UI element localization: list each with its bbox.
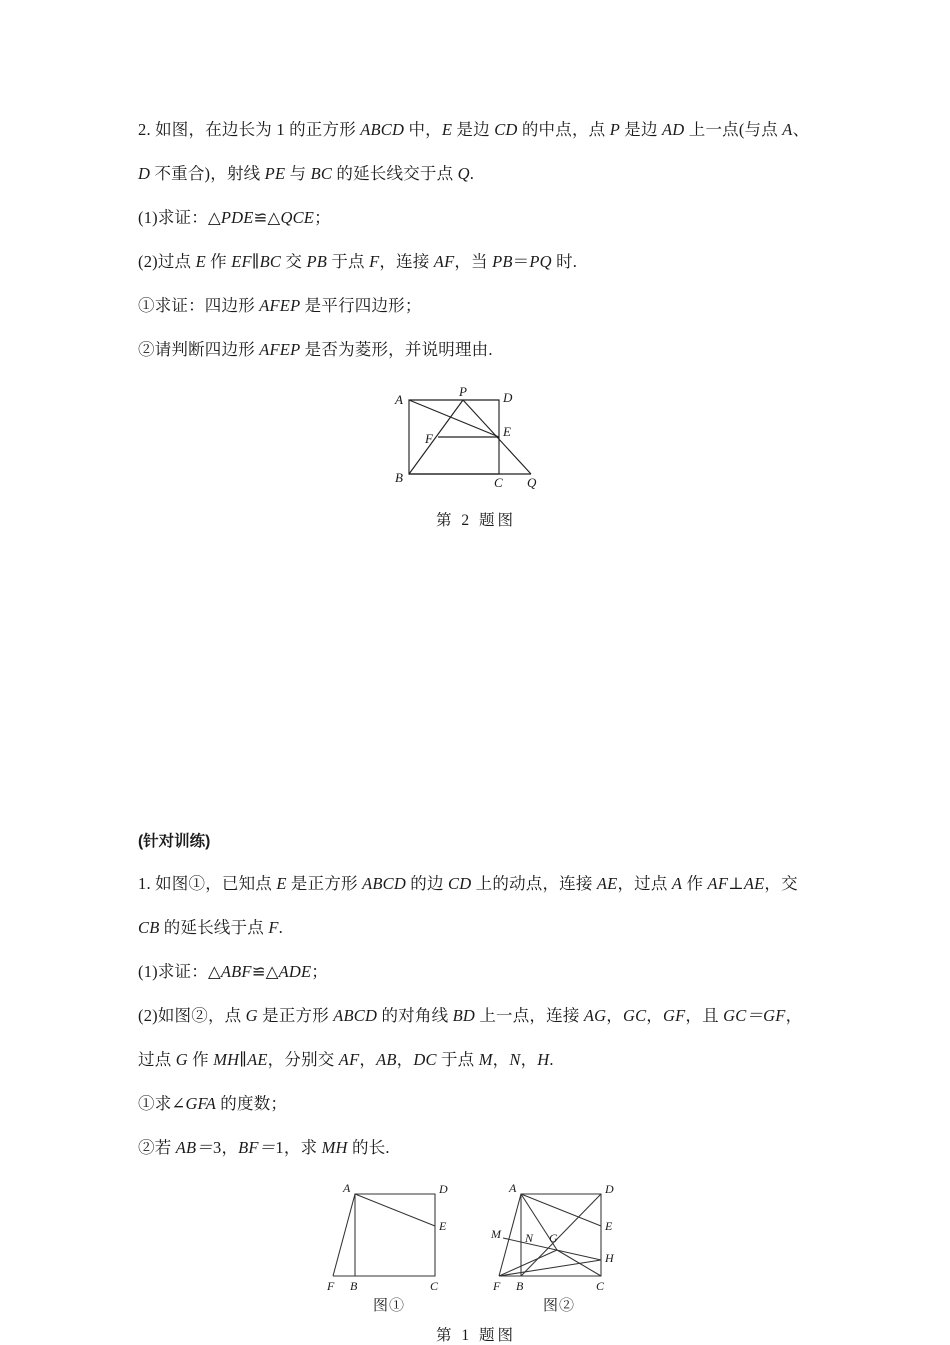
- text-run: (1)求证：△: [138, 208, 221, 227]
- text-run: 是边: [619, 120, 663, 139]
- text-run: 上一点，连接: [475, 1006, 584, 1025]
- figure-2b-label-E: E: [605, 1219, 613, 1233]
- text-run: 上的动点，连接: [471, 874, 597, 893]
- math-run: AE: [743, 874, 765, 893]
- math-run: H: [537, 1050, 550, 1069]
- math-run: P: [609, 120, 620, 139]
- text-run: 不重合)，射线: [150, 164, 265, 183]
- line-gf: [499, 1250, 557, 1276]
- figure-2b-label-H: H: [605, 1251, 614, 1265]
- math-run: BD: [452, 1006, 475, 1025]
- figure-1-diagram: [323, 1180, 455, 1292]
- training-p1-line-2: [138, 906, 814, 950]
- training-figure-caption: 第 1 题图: [435, 1327, 516, 1344]
- problem-2-line-6: [138, 328, 814, 372]
- figure-1-label-D: D: [439, 1182, 448, 1196]
- text-run: ①求∠: [138, 1094, 186, 1113]
- math-run: N: [509, 1050, 521, 1069]
- figure-2b-label-C: C: [596, 1279, 605, 1292]
- math-run: CD: [494, 120, 518, 139]
- math-run: M: [478, 1050, 493, 1069]
- text-run: ≌△: [253, 208, 281, 227]
- math-run: QCE: [280, 208, 315, 227]
- text-run: ；: [314, 208, 331, 227]
- math-run: CB: [138, 918, 160, 937]
- text-run: 交: [281, 252, 307, 271]
- text-run: ，过点: [617, 874, 672, 893]
- text-run: 于点: [436, 1050, 479, 1069]
- training-heading: (针对训练): [138, 833, 211, 850]
- figure-2-caption: 第 2 题图: [435, 512, 516, 529]
- problem-2-block: [138, 108, 814, 530]
- math-run: MH: [321, 1138, 348, 1157]
- math-run: AE: [247, 1050, 268, 1069]
- text-run: 的延长线于点: [159, 918, 269, 937]
- text-run: 的边: [405, 874, 449, 893]
- math-run: ABF: [220, 962, 252, 981]
- text-run: ，连接: [379, 252, 434, 271]
- math-run: ABCD: [333, 1006, 378, 1025]
- training-p1-line-7: [138, 1126, 814, 1170]
- figure-2b-label-M: M: [491, 1227, 501, 1241]
- text-run: ，: [646, 1006, 663, 1025]
- text-run: ∥: [251, 252, 260, 271]
- figure-2-label-E: E: [503, 424, 511, 439]
- text-run: 的延长线交于点: [332, 164, 458, 183]
- text-run: (1)求证：△: [138, 962, 221, 981]
- text-run: ，: [785, 1006, 803, 1025]
- problem-2-line-3: [138, 196, 814, 240]
- figure-2b-label-F: F: [493, 1279, 501, 1292]
- text-run: .: [469, 164, 475, 183]
- text-run: 过点: [138, 1050, 176, 1069]
- math-run: A: [782, 120, 793, 139]
- problem-2-figure: [138, 386, 814, 530]
- text-run: (2)如图②，点: [138, 1006, 246, 1025]
- text-run: 上一点(与点: [684, 120, 783, 139]
- math-run: AD: [662, 120, 685, 139]
- text-run: 的中点，点: [517, 120, 610, 139]
- text-run: 是正方形: [257, 1006, 334, 1025]
- math-run: PQ: [529, 252, 552, 271]
- page-content: [138, 108, 814, 1345]
- figure-1-label-E: E: [439, 1219, 447, 1233]
- math-run: MH: [213, 1050, 240, 1069]
- text-run: 的长.: [347, 1138, 390, 1157]
- text-run: 3，: [213, 1138, 239, 1157]
- figure-2-label-D: D: [503, 390, 513, 405]
- text-run: ，: [396, 1050, 414, 1069]
- text-run: 与: [285, 164, 311, 183]
- text-run: 是平行四边形；: [300, 296, 422, 315]
- figure-2b-label-G: G: [549, 1231, 558, 1245]
- text-run: (2)过点: [138, 252, 196, 271]
- line-fh: [499, 1260, 601, 1276]
- math-run: GC: [622, 1006, 647, 1025]
- math-run: A: [671, 874, 683, 893]
- training-p1-line-3: [138, 950, 814, 994]
- text-run: ，分别交: [267, 1050, 339, 1069]
- square-abcd: [355, 1194, 435, 1276]
- math-run: AFEP: [259, 296, 301, 315]
- figure-2-label-Q: Q: [527, 475, 537, 490]
- problem-2-line-1: [138, 108, 814, 152]
- line-ae: [355, 1194, 435, 1226]
- math-run: PE: [264, 164, 286, 183]
- text-run: 是边: [452, 120, 495, 139]
- math-run: AB: [376, 1050, 397, 1069]
- training-p1-line-5: [138, 1038, 814, 1082]
- math-run: BC: [310, 164, 333, 183]
- text-run: 的对角线: [377, 1006, 453, 1025]
- figure-1-label-A: A: [343, 1181, 351, 1195]
- math-run: PB: [306, 252, 328, 271]
- text-run: ＝: [512, 252, 530, 271]
- math-run: GC＝GF: [723, 1006, 786, 1025]
- text-run: ①求证：四边形: [138, 296, 260, 315]
- line-ae: [521, 1194, 601, 1226]
- math-run: Q: [457, 164, 470, 183]
- math-run: G: [245, 1006, 258, 1025]
- math-run: ADE: [278, 962, 312, 981]
- math-run: AG: [583, 1006, 607, 1025]
- math-run: PB: [492, 252, 513, 271]
- text-run: ；: [311, 962, 328, 981]
- math-run: CD: [448, 874, 472, 893]
- text-run: 于点: [327, 252, 370, 271]
- math-run: E: [276, 874, 287, 893]
- training-figure-1: [323, 1180, 455, 1315]
- math-run: E: [195, 252, 206, 271]
- math-run: GFA: [185, 1094, 216, 1113]
- text-run: 的度数；: [215, 1094, 288, 1113]
- math-run: E: [441, 120, 453, 139]
- math-run: AF: [338, 1050, 360, 1069]
- text-run: .: [549, 1050, 554, 1069]
- figure-1-sub-caption: 图①: [372, 1298, 405, 1314]
- problem-2-line-2: [138, 152, 814, 196]
- math-run: DC: [413, 1050, 437, 1069]
- math-run: AF: [707, 874, 729, 893]
- text-run: 中，: [404, 120, 442, 139]
- math-run: BC: [259, 252, 282, 271]
- problem-2-line-5: [138, 284, 814, 328]
- figure-2b-label-D: D: [605, 1182, 614, 1196]
- figure-2-diagram: [381, 386, 571, 494]
- training-p1-line-4: [138, 994, 814, 1038]
- text-run: ②请判断四边形: [138, 340, 260, 359]
- training-p1-line-6: [138, 1082, 814, 1126]
- figure-2-label-C: C: [494, 475, 503, 490]
- training-block: [138, 822, 814, 1345]
- math-run: AFEP: [259, 340, 301, 359]
- figure-1-label-F: F: [327, 1279, 335, 1292]
- text-run: 时.: [551, 252, 578, 271]
- math-run: F: [369, 252, 380, 271]
- figure-2-label-B: B: [395, 470, 403, 485]
- math-run: GF: [663, 1006, 686, 1025]
- training-p1-line-1: [138, 862, 814, 906]
- text-run: ∥: [239, 1050, 248, 1069]
- text-run: ，且: [685, 1006, 724, 1025]
- text-run: 是否为菱形，并说明理由.: [300, 340, 493, 359]
- math-run: D: [138, 164, 151, 183]
- math-run: AB＝: [175, 1138, 213, 1157]
- math-run: EF: [231, 252, 252, 271]
- figure-2-label-F: F: [425, 431, 433, 446]
- math-run: F: [268, 918, 279, 937]
- figure-2b-label-B: B: [516, 1279, 524, 1292]
- math-run: AE: [596, 874, 618, 893]
- text-run: 作: [682, 874, 708, 893]
- text-run: 2. 如图，在边长为 1 的正方形: [138, 120, 361, 139]
- line-af: [333, 1194, 355, 1276]
- figure-2b-label-A: A: [509, 1181, 517, 1195]
- line-af: [499, 1194, 521, 1276]
- line-ae: [409, 400, 499, 437]
- figure-2-diagram-b: [489, 1180, 629, 1292]
- training-figure-2: [489, 1180, 629, 1315]
- text-run: .: [278, 918, 283, 937]
- text-run: 作: [205, 252, 232, 271]
- text-run: ，: [606, 1006, 623, 1025]
- text-run: ，: [492, 1050, 510, 1069]
- text-run: 作: [187, 1050, 214, 1069]
- figure-2-sub-caption: 图②: [542, 1298, 575, 1314]
- math-run: PDE: [220, 208, 254, 227]
- training-figure-group: [138, 1180, 814, 1345]
- figure-2b-label-N: N: [525, 1231, 534, 1245]
- math-run: G: [175, 1050, 188, 1069]
- math-run: BF＝: [238, 1138, 276, 1157]
- text-run: 、: [792, 120, 810, 139]
- figure-2-label-P: P: [459, 386, 467, 399]
- math-run: ABCD: [362, 874, 406, 893]
- text-run: 1. 如图①，已知点: [138, 874, 277, 893]
- text-run: ，当: [454, 252, 493, 271]
- text-run: ≌△: [251, 962, 279, 981]
- figure-1-label-C: C: [430, 1279, 439, 1292]
- section-spacer: [138, 530, 814, 822]
- problem-2-line-4: [138, 240, 814, 284]
- text-run: ②若: [138, 1138, 176, 1157]
- text-run: ，: [359, 1050, 377, 1069]
- math-run: ABCD: [360, 120, 405, 139]
- text-run: ，交: [764, 874, 798, 893]
- text-run: 是正方形: [286, 874, 363, 893]
- figure-2-label-A: A: [395, 392, 403, 407]
- text-run: 1，求: [275, 1138, 322, 1157]
- math-run: AF: [433, 252, 455, 271]
- text-run: ⊥: [728, 874, 744, 893]
- text-run: ，: [520, 1050, 538, 1069]
- figure-1-label-B: B: [350, 1279, 358, 1292]
